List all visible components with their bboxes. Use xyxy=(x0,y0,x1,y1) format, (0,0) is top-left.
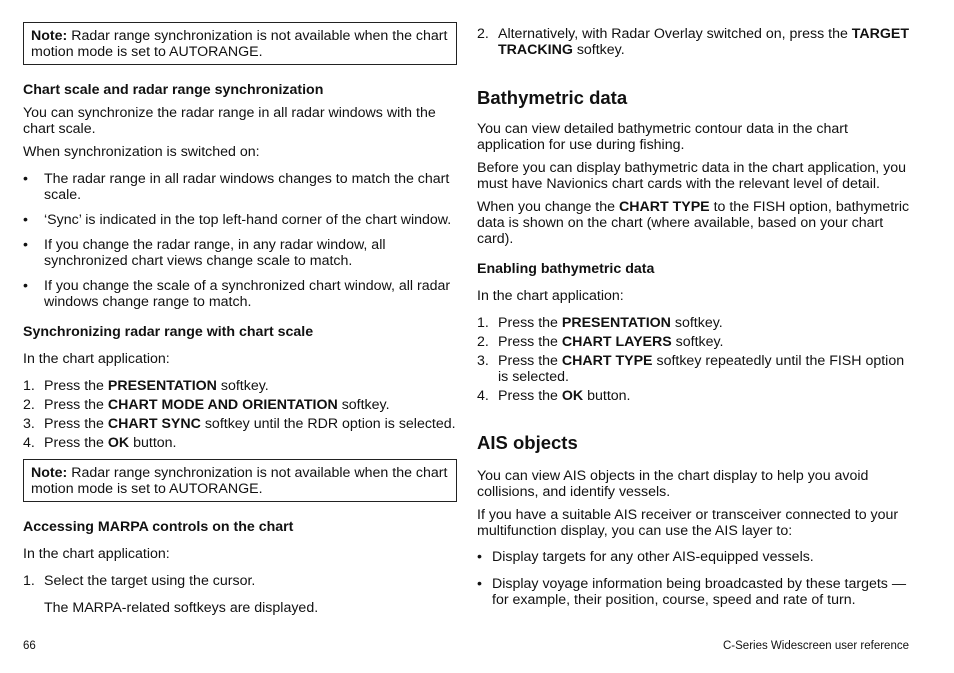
softkey-name: PRESENTATION xyxy=(107,378,217,394)
paragraph-text: When you change the xyxy=(477,199,619,215)
bullet-marker: • xyxy=(23,171,28,187)
step-number: 2. xyxy=(23,397,35,413)
step-number: 4. xyxy=(477,388,489,404)
section-heading-enable-bathy: Enabling bathymetric data xyxy=(477,261,655,277)
paragraph xyxy=(477,199,923,247)
step-text: softkey. xyxy=(337,397,390,413)
bullet-marker: • xyxy=(23,278,28,294)
note-text: Radar range synchronization is not available when the chart motion mode is set to AUTORANGE. xyxy=(31,465,448,497)
softkey-name: CHART SYNC xyxy=(107,416,201,432)
softkey-name: TARGET TRACKING xyxy=(498,26,910,58)
softkey-name: CHART TYPE xyxy=(618,199,710,215)
numbered-step xyxy=(477,315,917,331)
step-text: softkey. xyxy=(671,334,724,350)
paragraph: You can synchronize the radar range in all radar windows with the chart scale. xyxy=(23,105,436,137)
section-title-ais: AIS objects xyxy=(477,432,578,453)
note-box xyxy=(23,22,457,65)
step-text: Press the xyxy=(498,353,562,369)
step-text: softkey. xyxy=(572,42,625,58)
list-item-text: If you change the scale of a synchronized chart window, all radar windows change range to match. xyxy=(44,278,451,310)
list-item xyxy=(23,212,457,228)
paragraph: Before you can display bathymetric data in the chart application, you must have Navionics chart cards with the relevant level of detail. xyxy=(477,160,907,192)
step-text: button. xyxy=(583,388,631,404)
paragraph: When synchronization is switched on: xyxy=(23,144,260,160)
step-text: Alternatively, with Radar Overlay switched on, press the xyxy=(498,26,852,42)
numbered-step xyxy=(23,397,457,413)
note-label: Note: xyxy=(31,465,68,481)
step-number: 4. xyxy=(23,435,35,451)
step-number: 1. xyxy=(23,378,35,394)
step-text: softkey. xyxy=(216,378,269,394)
numbered-step xyxy=(23,416,463,432)
softkey-name: PRESENTATION xyxy=(561,315,671,331)
numbered-step xyxy=(477,388,917,404)
step-number: 2. xyxy=(477,26,489,42)
page-number: 66 xyxy=(23,640,36,652)
softkey-name: CHART LAYERS xyxy=(561,334,672,350)
section-heading-chart-scale-sync: Chart scale and radar range synchronization xyxy=(23,82,324,98)
step-number: 1. xyxy=(477,315,489,331)
paragraph: If you have a suitable AIS receiver or transceiver connected to your multifunction display, you can use the AIS layer to: xyxy=(477,507,899,539)
numbered-step xyxy=(23,573,457,589)
list-item xyxy=(477,576,917,608)
list-item-text: If you change the radar range, in any radar window, all synchronized chart views change scale to match. xyxy=(44,237,386,269)
section-heading-marpa: Accessing MARPA controls on the chart xyxy=(23,519,294,535)
button-name: OK xyxy=(561,388,584,404)
step-text: Press the xyxy=(44,397,108,413)
bullet-marker: • xyxy=(477,549,482,565)
paragraph: You can view detailed bathymetric contour data in the chart application for use during fishing. xyxy=(477,121,848,153)
list-item-text: Display targets for any other AIS-equipped vessels. xyxy=(492,549,814,565)
list-item-text: Display voyage information being broadcasted by these targets — for example, their position, course, speed and rate of turn. xyxy=(492,576,907,608)
step-number: 1. xyxy=(23,573,35,589)
step-text: Press the xyxy=(498,334,562,350)
paragraph: You can view AIS objects in the chart display to help you avoid collisions, and identify vessels. xyxy=(477,468,869,500)
step-text: Press the xyxy=(44,435,108,451)
step-text: Press the xyxy=(44,378,108,394)
step-text: softkey repeatedly until the FISH option is selected. xyxy=(498,353,905,385)
list-item-text: ‘Sync’ is indicated in the top left-hand corner of the chart window. xyxy=(44,212,452,228)
step-number: 2. xyxy=(477,334,489,350)
step-number: 3. xyxy=(23,416,35,432)
note-box xyxy=(23,459,457,502)
step-text: Press the xyxy=(44,416,108,432)
softkey-name: CHART TYPE xyxy=(561,353,653,369)
step-text: Press the xyxy=(498,315,562,331)
step-text: button. xyxy=(129,435,177,451)
section-title-bathymetric: Bathymetric data xyxy=(477,87,628,108)
numbered-step xyxy=(477,26,917,58)
numbered-step xyxy=(477,353,917,385)
step-text: Press the xyxy=(498,388,562,404)
step-number: 3. xyxy=(477,353,489,369)
numbered-step xyxy=(23,378,457,394)
list-item xyxy=(23,237,457,269)
list-item xyxy=(23,278,457,310)
bullet-marker: • xyxy=(23,212,28,228)
bullet-marker: • xyxy=(23,237,28,253)
paragraph: In the chart application: xyxy=(23,546,170,562)
button-name: OK xyxy=(107,435,130,451)
paragraph: In the chart application: xyxy=(23,351,170,367)
list-item xyxy=(477,549,917,565)
paragraph: In the chart application: xyxy=(477,288,624,304)
numbered-step xyxy=(23,435,457,451)
paragraph-text: to the FISH option, bathymetric data is shown on the chart (where available, based on your chart card). xyxy=(477,199,910,247)
step-text: softkey. xyxy=(670,315,723,331)
numbered-step xyxy=(477,334,917,350)
step-text: softkey until the RDR option is selected. xyxy=(200,416,456,432)
step-result: The MARPA-related softkeys are displayed. xyxy=(44,600,319,616)
list-item xyxy=(23,171,457,203)
document-title: C-Series Widescreen user reference xyxy=(723,640,909,652)
bullet-marker: • xyxy=(477,576,482,592)
softkey-name: CHART MODE AND ORIENTATION xyxy=(107,397,338,413)
note-label: Note: xyxy=(31,28,68,44)
list-item-text: The radar range in all radar windows changes to match the chart scale. xyxy=(44,171,450,203)
section-heading-sync-range: Synchronizing radar range with chart scale xyxy=(23,324,314,340)
step-text: Select the target using the cursor. xyxy=(44,573,256,589)
note-text: Radar range synchronization is not available when the chart motion mode is set to AUTORANGE. xyxy=(31,28,448,60)
